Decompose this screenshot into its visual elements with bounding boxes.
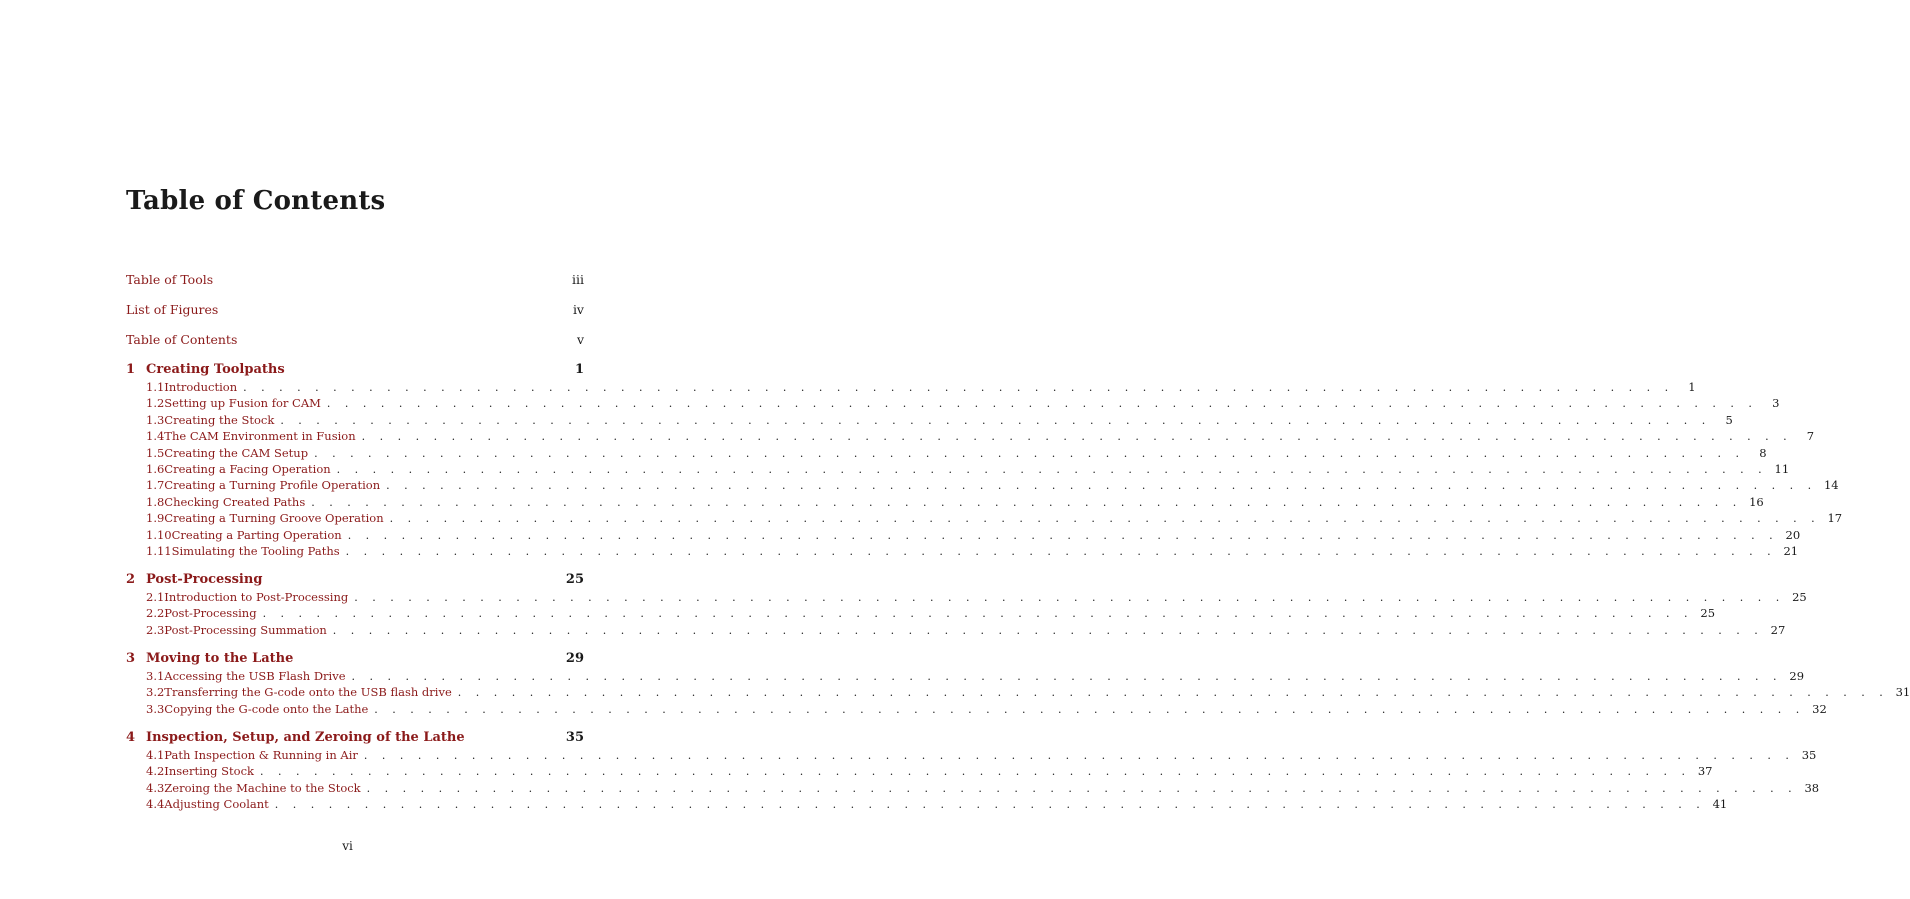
- entry-page: 41: [1712, 797, 1728, 812]
- toc-chapter[interactable]: [126, 572, 584, 587]
- entry-number: 1.11: [146, 544, 172, 558]
- toc-section[interactable]: [126, 527, 1801, 542]
- entry-number: 1.6: [146, 462, 165, 476]
- toc-section[interactable]: [126, 764, 1713, 779]
- dot-leader: . . . . . . . . . . . . . . . . . . . . . . . . . . . . . . . . . . . . . . . . . . . . . . . . . . . . . . . . . . . . . . . . . . . . . . . . . . . . . . . .: [345, 545, 1777, 558]
- dot-leader: . . . . . . . . . . . . . . . . . . . . . . . . . . . . . . . . . . . . . . . . . . . . . . . . . . . . . . . . . . . . . . . . . . . . . . . . . . . . . . . .: [243, 381, 1674, 394]
- entry-number: 1.9: [146, 511, 165, 526]
- entry-page: 37: [1697, 764, 1713, 779]
- entry-title: Post-Processing: [164, 606, 257, 621]
- toc-chapter[interactable]: [126, 730, 584, 745]
- entry-number: 3.1: [146, 669, 165, 683]
- entry-title: Accessing the USB Flash Drive: [164, 669, 346, 683]
- entry-title: Setting up Fusion for CAM: [164, 396, 321, 411]
- entry-number: 4.3: [146, 780, 165, 795]
- dot-leader: . . . . . . . . . . . . . . . . . . . . . . . . . . . . . . . . . . . . . . . . . . . . . . . . . . . . . . . . . . . . . . . . . . . . . . . . . . . . . . . .: [314, 446, 1745, 460]
- entry-title: Table of Tools: [126, 272, 214, 287]
- dot-leader: . . . . . . . . . . . . . . . . . . . . . . . . . . . . . . . . . . . . . . . . . . . . . . . . . . . . . . . . . . . . . . . . . . . . . . . . . . . . . . . .: [386, 479, 1817, 493]
- toc-section[interactable]: [126, 797, 1728, 812]
- page-title: Table of Contents: [126, 186, 386, 216]
- dot-leader: . . . . . . . . . . . . . . . . . . . . . . . . . . . . . . . . . . . . . . . . . . . . . . . . . . . . . . . . . . . . . . . . . . . . . . . . . . . . . . . .: [260, 765, 1691, 779]
- dot-leader: . . . . . . . . . . . . . . . . . . . . . . . . . . . . . . . . . . . . . . . . . . . . . . . . . . . . . . . . . . . . . . . . . . . . . . . . . . . . . . . .: [351, 670, 1783, 683]
- dot-leader: . . . . . . . . . . . . . . . . . . . . . . . . . . . . . . . . . . . . . . . . . . . . . . . . . . . . . . . . . . . . . . . . . . . . . . . . . . . . . . . .: [361, 430, 1793, 444]
- entry-page: 29: [565, 651, 584, 666]
- entry-number: 3.2: [146, 685, 165, 700]
- entry-title: Adjusting Coolant: [164, 797, 269, 812]
- dot-leader: . . . . . . . . . . . . . . . . . . . . . . . . . . . . . . . . . . . . . . . . . . . . . . . . . . . . . . . . . . . . . . . . . . . . . . . . . . . . . . . .: [389, 512, 1821, 526]
- entry-number: 4.2: [146, 764, 165, 779]
- entry-title: Transferring the G-code onto the USB flash drive: [164, 685, 452, 700]
- entry-title: The CAM Environment in Fusion: [164, 429, 356, 444]
- entry-number: 3: [126, 651, 136, 666]
- toc-section[interactable]: [126, 445, 1767, 460]
- entry-page: 27: [1770, 622, 1786, 637]
- entry-number: 4: [126, 730, 136, 745]
- entry-page: 35: [1801, 748, 1817, 762]
- toc-section[interactable]: [126, 412, 1733, 427]
- entry-title: Copying the G-code onto the Lathe: [164, 701, 369, 716]
- entry-page: 25: [1792, 590, 1807, 604]
- entry-number: 2.3: [146, 622, 165, 637]
- toc-section[interactable]: [126, 701, 1827, 716]
- entry-number: 1.4: [146, 429, 165, 444]
- entry-title: Creating a Turning Groove Operation: [164, 511, 384, 526]
- entry-title: Inserting Stock: [164, 764, 255, 779]
- entry-title: Creating Toolpaths: [146, 362, 285, 377]
- dot-leader: . . . . . . . . . . . . . . . . . . . . . . . . . . . . . . . . . . . . . . . . . . . . . . . . . . . . . . . . . . . . . . . . . . . . . . . . . . . . . . . .: [326, 397, 1758, 411]
- entry-page: 38: [1804, 780, 1820, 795]
- toc-section[interactable]: [126, 396, 1780, 411]
- entry-title: Introduction: [164, 380, 238, 394]
- toc-section[interactable]: [126, 622, 1786, 637]
- entry-title: Introduction to Post-Processing: [164, 590, 349, 604]
- entry-page: 7: [1806, 429, 1815, 444]
- entry-number: 1.1: [146, 380, 165, 394]
- toc-entry-front[interactable]: [126, 272, 584, 287]
- page-number: vi: [342, 839, 353, 853]
- entry-number: 1.3: [146, 412, 165, 427]
- entry-title: Post-Processing Summation: [164, 622, 327, 637]
- entry-page: 1: [574, 362, 584, 377]
- entry-title: List of Figures: [126, 302, 219, 317]
- toc-entry-front[interactable]: [126, 302, 584, 317]
- entry-page: 31: [1895, 685, 1910, 700]
- toc-chapter[interactable]: [126, 362, 584, 377]
- entry-page: 20: [1785, 527, 1801, 542]
- dot-leader: . . . . . . . . . . . . . . . . . . . . . . . . . . . . . . . . . . . . . . . . . . . . . . . . . . . . . . . . . . . . . . . . . . . . . . . . . . . . . . . .: [262, 607, 1694, 621]
- entry-number: 4.4: [146, 797, 165, 812]
- dot-leader: . . . . . . . . . . . . . . . . . . . . . . . . . . . . . . . . . . . . . . . . . . . . . . . . . . . . . . . . . . . . . . . . . . . . . . . . . . . . . . . .: [366, 781, 1798, 795]
- entry-number: 1: [126, 362, 136, 377]
- toc-chapter[interactable]: [126, 651, 584, 666]
- entry-title: Zeroing the Machine to the Stock: [164, 780, 361, 795]
- toc-section[interactable]: [126, 748, 1817, 762]
- toc-entry-front[interactable]: [126, 332, 584, 347]
- entry-number: 2.2: [146, 606, 165, 621]
- dot-leader: . . . . . . . . . . . . . . . . . . . . . . . . . . . . . . . . . . . . . . . . . . . . . . . . . . . . . . . . . . . . . . . . . . . . . . . . . . . . . . . .: [457, 686, 1889, 700]
- entry-page: 35: [565, 730, 584, 745]
- dot-leader: . . . . . . . . . . . . . . . . . . . . . . . . . . . . . . . . . . . . . . . . . . . . . . . . . . . . . . . . . . . . . . . . . . . . . . . . . . . . . . . .: [363, 749, 1795, 762]
- entry-page: 5: [1725, 412, 1733, 427]
- entry-page: 8: [1759, 445, 1767, 460]
- entry-page: 32: [1812, 701, 1827, 716]
- entry-page: 1: [1688, 380, 1696, 394]
- dot-leader: . . . . . . . . . . . . . . . . . . . . . . . . . . . . . . . . . . . . . . . . . . . . . . . . . . . . . . . . . . . . . . . . . . . . . . . . . . . . . . . .: [354, 591, 1785, 604]
- entry-number: 3.3: [146, 701, 165, 716]
- entry-number: 2.1: [146, 590, 165, 604]
- toc-section[interactable]: [126, 685, 1910, 700]
- entry-title: Post-Processing: [146, 572, 263, 587]
- entry-page: 11: [1774, 462, 1790, 476]
- toc-section[interactable]: [126, 780, 1820, 795]
- entry-page: 29: [1789, 669, 1805, 683]
- entry-title: Checking Created Paths: [164, 494, 306, 509]
- toc-section[interactable]: [126, 462, 1790, 476]
- toc-section[interactable]: [126, 380, 1696, 394]
- dot-leader: . . . . . . . . . . . . . . . . . . . . . . . . . . . . . . . . . . . . . . . . . . . . . . . . . . . . . . . . . . . . . . . . . . . . . . . . . . . . . . . .: [336, 463, 1768, 476]
- toc-section[interactable]: [126, 606, 1716, 621]
- toc-section[interactable]: [126, 429, 1815, 444]
- dot-leader: . . . . . . . . . . . . . . . . . . . . . . . . . . . . . . . . . . . . . . . . . . . . . . . . . . . . . . . . . . . . . . . . . . . . . . . . . . . . . . . .: [347, 528, 1779, 542]
- dot-leader: . . . . . . . . . . . . . . . . . . . . . . . . . . . . . . . . . . . . . . . . . . . . . . . . . . . . . . . . . . . . . . . . . . . . . . . . . . . . . . . .: [332, 623, 1764, 637]
- entry-page: iv: [572, 302, 584, 317]
- entry-page: v: [576, 332, 584, 347]
- entry-title: Table of Contents: [126, 332, 238, 347]
- dot-leader: . . . . . . . . . . . . . . . . . . . . . . . . . . . . . . . . . . . . . . . . . . . . . . . . . . . . . . . . . . . . . . . . . . . . . . . . . . . . . . . .: [274, 798, 1706, 812]
- entry-title: Creating a Facing Operation: [164, 462, 331, 476]
- toc-section[interactable]: [126, 494, 1764, 509]
- entry-title: Creating a Parting Operation: [171, 527, 342, 542]
- dot-leader: . . . . . . . . . . . . . . . . . . . . . . . . . . . . . . . . . . . . . . . . . . . . . . . . . . . . . . . . . . . . . . . . . . . . . . . . . . . . . . . .: [280, 413, 1711, 427]
- entry-page: iii: [572, 272, 584, 287]
- toc-section[interactable]: [126, 511, 1843, 526]
- entry-title: Creating the CAM Setup: [164, 445, 309, 460]
- entry-page: 17: [1827, 511, 1843, 526]
- entry-number: 1.10: [146, 527, 172, 542]
- entry-number: 1.5: [146, 445, 165, 460]
- entry-title: Moving to the Lathe: [146, 651, 294, 666]
- dot-leader: . . . . . . . . . . . . . . . . . . . . . . . . . . . . . . . . . . . . . . . . . . . . . . . . . . . . . . . . . . . . . . . . . . . . . . . . . . . . . . . .: [374, 702, 1805, 716]
- toc-section[interactable]: [126, 590, 1807, 604]
- toc-section[interactable]: [126, 478, 1839, 493]
- toc-section[interactable]: [126, 669, 1805, 683]
- entry-number: 2: [126, 572, 136, 587]
- entry-title: Creating the Stock: [164, 412, 275, 427]
- entry-page: 25: [1700, 606, 1716, 621]
- entry-page: 25: [565, 572, 584, 587]
- entry-title: Inspection, Setup, and Zeroing of the Lathe: [146, 730, 465, 745]
- entry-title: Simulating the Tooling Paths: [171, 544, 340, 558]
- entry-number: 1.8: [146, 494, 165, 509]
- dot-leader: . . . . . . . . . . . . . . . . . . . . . . . . . . . . . . . . . . . . . . . . . . . . . . . . . . . . . . . . . . . . . . . . . . . . . . . . . . . . . . . .: [311, 495, 1742, 509]
- toc-section[interactable]: [126, 544, 1799, 558]
- entry-number: 1.7: [146, 478, 165, 493]
- entry-number: 1.2: [146, 396, 165, 411]
- entry-page: 14: [1823, 478, 1839, 493]
- entry-page: 16: [1749, 494, 1764, 509]
- entry-number: 4.1: [146, 748, 165, 762]
- entry-title: Path Inspection & Running in Air: [164, 748, 358, 762]
- entry-page: 21: [1783, 544, 1799, 558]
- entry-title: Creating a Turning Profile Operation: [164, 478, 381, 493]
- entry-page: 3: [1772, 396, 1780, 411]
